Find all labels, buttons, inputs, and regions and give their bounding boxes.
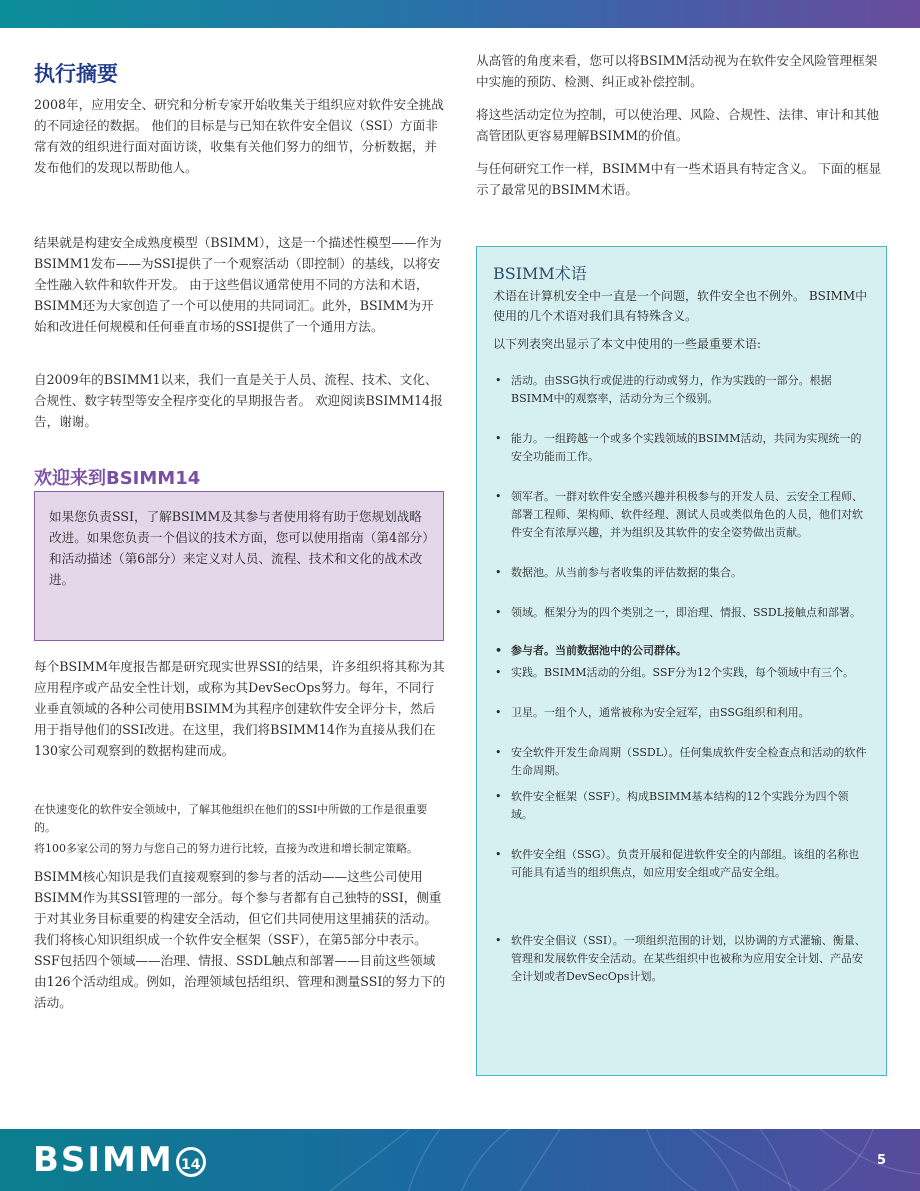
glossary-item-champions: • 领军者。一群对软件安全感兴趣并积极参与的开发人员、云安全工程师、部署工程师、架构师、软件经理、测试人员或类似角色的人员，他们对软件安全有浓厚兴趣，并为组织及其软件的安全姿势做出贡献。 [495, 490, 863, 539]
glossary-item-ssf: • 软件安全框架（SSF）。构成BSIMM基本结构的12个实践分为四个领域。 [495, 790, 849, 821]
welcome-paragraph-1: 每个BSIMM年度报告都是研究现实世界SSI的结果，许多组织将其称为其应用程序或产品安全性计划，或称为其DevSecOps努力。每年，不同行业垂直领域的各种公司使用BSIMM为其程序创建软件安全评分卡，然后用于指导他们的SSI改进。在这里，我们将BSIMM14作为直接从我们在130家公司观察到的数据构建而成。 [34, 659, 445, 758]
bullet-icon: • [495, 934, 502, 947]
bullet-icon: • [495, 432, 502, 445]
glossary-item-ssdl: • 安全软件开发生命周期（SSDL）。任何集成软件安全检查点和活动的软件生命周期。 [495, 746, 867, 777]
bullet-icon: • [495, 490, 502, 503]
glossary-item-ssg: • 软件安全组（SSG）。负责开展和促进软件安全的内部组。该组的名称也可能具有适当的组织焦点，如应用安全组或产品安全组。 [495, 848, 860, 879]
bullet-icon: • [495, 566, 502, 579]
left-column [34, 58, 446, 490]
bullet-icon: • [495, 706, 502, 719]
bullet-icon: • [495, 606, 502, 619]
glossary-intro-2: 以下列表突出显示了本文中使用的一些最重要术语: [493, 337, 762, 351]
exec-summary-title: 执行摘要 [34, 62, 118, 86]
welcome-title: 欢迎来到BSIMM14 [34, 468, 201, 489]
glossary-item-data-pool: • 数据池。从当前参与者收集的评估数据的集合。 [493, 564, 870, 582]
bullet-icon: • [495, 746, 502, 759]
footer-band [0, 1129, 920, 1191]
page-number: 5 [876, 1153, 886, 1168]
top-gradient-band [0, 0, 920, 28]
bullet-icon: • [495, 374, 502, 387]
welcome-callout-text: 如果您负责SSI，了解BSIMM及其参与者使用将有助于您规划战略改进。如果您负责一个倡议的技术方面，您可以使用指南（第4部分）和活动描述（第6部分）来定义对人员、流程、技术和文化的战术改进。 [49, 509, 429, 587]
bullet-icon: • [495, 644, 503, 657]
glossary-list [493, 372, 870, 986]
bullet-icon: • [495, 666, 502, 679]
logo-badge-14: 14 [176, 1147, 206, 1177]
exec-summary-paragraph-2: 结果就是构建安全成熟度模型（BSIMM），这是一个描述性模型——作为BSIMM1发布——为SSI提供了一个观察活动（即控制）的基线，以将安全性融入软件和软件开发。 由于这些倡议通常使用不同的方法和术语，BSIMM还为大家创造了一个可以使用的共同词汇。此外，BSIMM为开始和改进任何规模和任何垂直市场的SSI提供了一个通用方法。 [34, 235, 442, 334]
glossary-title: BSIMM术语 [493, 264, 587, 283]
glossary-item-capability: • 能力。一组跨越一个或多个实践领域的BSIMM活动，共同为实现统一的安全功能而工作。 [495, 432, 862, 463]
welcome-callout-box [34, 491, 444, 641]
bsimm14-logo: BSIMM 14 [33, 1140, 206, 1180]
glossary-item-practice: • 实践。BSIMM活动的分组。SSF分为12个实践，每个领域中有三个。 [493, 664, 870, 682]
glossary-item-participants: • 参与者。当前数据池中的公司群体。 [493, 642, 870, 660]
glossary-item-domain: • 领域。框架分为的四个类别之一，即治理、情报、SSDL接触点和部署。 [493, 604, 870, 622]
welcome-paragraph-2: 在快速变化的软件安全领域中，了解其他组织在他们的SSI中所做的工作是很重要的。 [34, 803, 428, 834]
bullet-icon: • [495, 848, 502, 861]
right-column [476, 50, 888, 200]
welcome-paragraph-4: BSIMM核心知识是我们直接观察到的参与者的活动——这些公司使用BSIMM作为其SSI管理的一部分。每个参与者都有自己独特的SSI，侧重于对其业务目标重要的构建安全活动，但它们共同使用这里捕获的活动。我们将核心知识组织成一个软件安全框架（SSF），在第5部分中表示。 SSF包括四个领域——治理、情报、SSDL触点和部署——目前这些领域由126个活动组成。例如，治理领域包括组织、管理和测量SSI的努力下的活动。 [34, 869, 446, 1010]
welcome-paragraph-3: 将100多家公司的努力与您自己的努力进行比较，直接为改进和增长制定策略。 [34, 842, 418, 855]
glossary-intro-1: 术语在计算机安全中一直是一个问题，软件安全也不例外。 BSIMM中使用的几个术语对我们具有特殊含义。 [493, 289, 868, 323]
glossary-item-activity: • 活动。由SSG执行或促进的行动或努力，作为实践的一部分。根据BSIMM中的观察率，活动分为三个级别。 [495, 374, 832, 405]
right-paragraph-3: 与任何研究工作一样，BSIMM中有一些术语具有特定含义。 下面的框显示了最常见的BSIMM术语。 [476, 161, 882, 197]
glossary-item-ssi: • 软件安全倡议（SSI）。一项组织范围的计划，以协调的方式灌输、衡量、管理和发展软件安全活动。在某些组织中也被称为应用安全计划、产品安全计划或者DevSecOps计划。 [495, 934, 866, 983]
exec-summary-paragraph-3: 自2009年的BSIMM1以来，我们一直是关于人员、流程、技术、文化、合规性、数字转型等安全程序变化的早期报告者。 欢迎阅读BSIMM14报告，谢谢。 [34, 372, 443, 429]
right-paragraph-2: 将这些活动定位为控制，可以使治理、风险、合规性、法律、审计和其他高管团队更容易理解BSIMM的价值。 [476, 107, 879, 143]
left-column-lower [34, 656, 446, 1013]
bullet-icon: • [495, 790, 502, 803]
glossary-box [476, 246, 887, 1076]
glossary-item-satellite: • 卫星。一组个人，通常被称为安全冠军，由SSG组织和利用。 [493, 704, 870, 722]
right-paragraph-1: 从高管的角度来看，您可以将BSIMM活动视为在软件安全风险管理框架中实施的预防、检测、纠正或补偿控制。 [476, 53, 878, 89]
exec-summary-paragraph-1: 2008年，应用安全、研究和分析专家开始收集关于组织应对软件安全挑战的不同途径的数据。 他们的目标是与已知在软件安全倡议（SSI）方面非常有效的组织进行面对面访谈，收集有关他们努力的细节，分析数据，并发布他们的发现以帮助他人。 [34, 97, 444, 175]
